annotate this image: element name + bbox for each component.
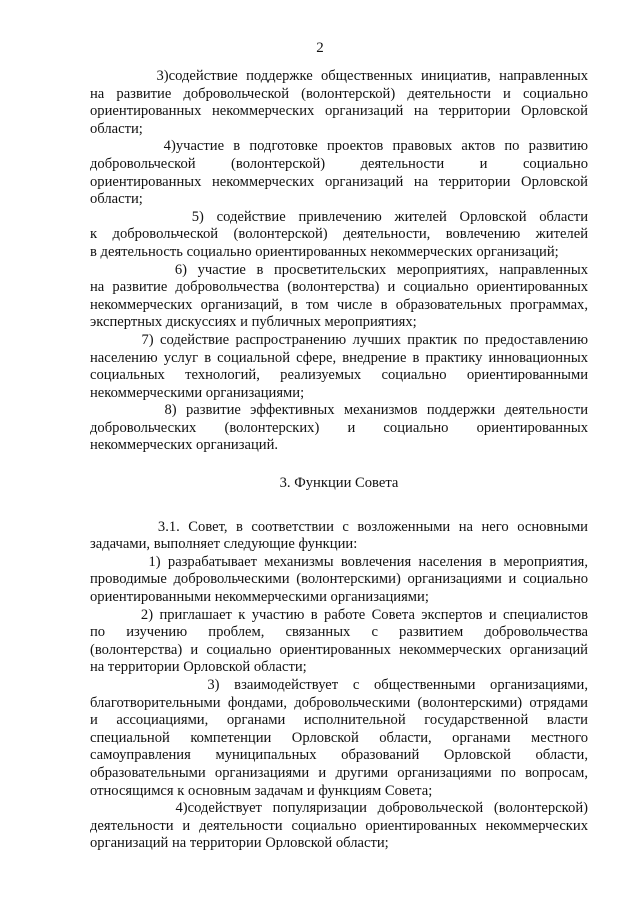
list-item (90, 138, 588, 208)
text-line: ориентированных некоммерческих организаций на территории Орловской (90, 173, 588, 190)
functions-list (90, 519, 588, 853)
text-line: области; (90, 120, 143, 137)
text-line: благотворительными фондами, добровольческими (волонтерскими) отрядами (90, 694, 588, 711)
tasks-list (90, 68, 588, 455)
text-line: проводимые добровольческими (волонтерскими) организациями и социально (90, 571, 588, 588)
text-line: 3.1. Совет, в соответствии с возложенными на него основными (90, 518, 588, 535)
text-line: образовательными организациями и другими организациями по вопросам, (90, 764, 588, 781)
text-line: в деятельность социально ориентированных некоммерческих организаций; (90, 243, 559, 260)
list-item (90, 800, 588, 853)
list-item (90, 332, 588, 402)
text-line: 1) разрабатывает механизмы вовлечения населения в мероприятия, (90, 553, 589, 570)
text-line: на территории Орловской области; (90, 659, 307, 676)
list-item (90, 677, 588, 800)
list-item (90, 607, 588, 677)
text-line: добровольческих (волонтерских) и социально ориентированных (90, 419, 588, 436)
page-number: 2 (316, 40, 324, 56)
text-line: самоуправления муниципальных образований Орловской области, (90, 747, 588, 764)
list-item (90, 519, 588, 554)
text-line: 3)содействие поддержке общественных инициатив, направленных (90, 68, 588, 84)
text-line: к добровольческой (волонтерской) деятельности, вовлечению жителей (90, 226, 588, 243)
text-line: добровольческой (волонтерской) деятельности и социально (90, 155, 588, 172)
text-line: некоммерческими организациями; (90, 384, 305, 401)
text-line: деятельности и деятельности социально ориентированных некоммерческих (90, 817, 588, 834)
text-line: 4)участие в подготовке проектов правовых актов по развитию (90, 138, 589, 155)
text-line: относящимся к основным задачам и функциям Совета; (90, 782, 433, 799)
text-line: ориентированными некоммерческими организациями; (90, 589, 429, 606)
text-line: 2) приглашает к участию в работе Совета экспертов и специалистов (90, 606, 588, 623)
list-item (90, 402, 588, 455)
text-line: области; (90, 191, 143, 208)
text-line: организаций на территории Орловской области; (90, 835, 389, 852)
list-item (90, 68, 588, 138)
section-title: 3. Функции Совета (279, 475, 399, 492)
list-item (90, 209, 588, 262)
list-item (90, 262, 588, 332)
text-line: на развитие добровольчества (волонтерства) и социально ориентированных (90, 279, 588, 296)
text-line: ориентированных некоммерческих организаций на территории Орловской (90, 103, 588, 120)
text-line: некоммерческих организаций. (90, 437, 279, 454)
text-line: 7) содействие распространению лучших практик по предоставлению (90, 331, 588, 348)
text-line: 6) участие в просветительских мероприятиях, направленных (90, 261, 588, 278)
text-line: некоммерческих организаций, в том числе в образовательных программах, (90, 296, 588, 313)
text-line: по изучению проблем, связанных с развитием добровольчества (90, 624, 588, 641)
text-line: и ассоциациями, органами исполнительной государственной власти (90, 712, 588, 729)
text-line: 4)содействует популяризации добровольческой (волонтерской) (90, 800, 589, 817)
text-line: 5) содействие привлечению жителей Орловской области (90, 208, 589, 225)
text-line: социальных технологий, реализуемых социально ориентированными (90, 367, 588, 384)
list-item (90, 554, 588, 607)
text-line: задачами, выполняет следующие функции: (90, 536, 358, 553)
text-line: на развитие добровольческой (волонтерской) деятельности и социально (90, 85, 588, 102)
document-body (90, 68, 588, 853)
text-line: 3) взаимодействует с общественными организациями, (90, 677, 588, 693)
text-line: специальной компетенции Орловской области, органами местного (90, 729, 588, 746)
text-line: (волонтерства) и социально ориентированных некоммерческих организаций (90, 641, 588, 658)
text-line: населению услуг в социальной сфере, внедрение в практику инновационных (90, 349, 588, 366)
text-line: экспертных дискуссиях и публичных мероприятиях; (90, 314, 417, 331)
text-line: 8) развитие эффективных механизмов поддержки деятельности (90, 402, 589, 419)
